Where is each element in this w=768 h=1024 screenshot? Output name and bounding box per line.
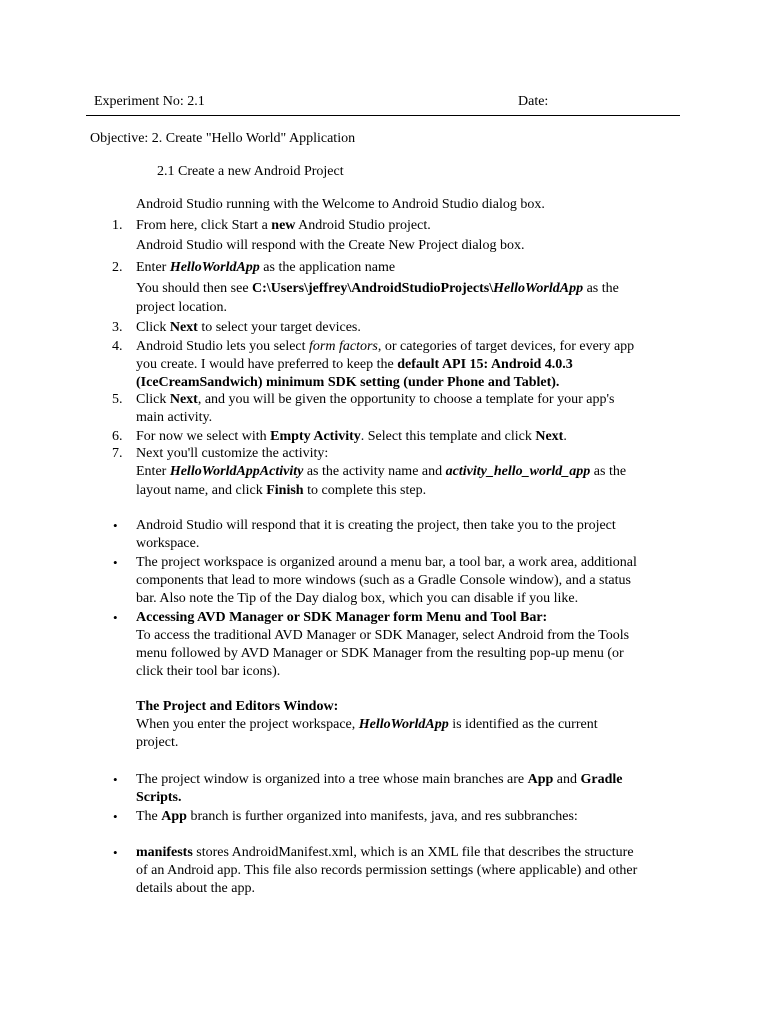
step-text-line3: (IceCreamSandwich) minimum SDK setting (under Phone and Tablet).	[136, 375, 560, 390]
step-text-line3: layout name, and click Finish to complete this step.	[136, 483, 427, 498]
bullet-text: manifests stores AndroidManifest.xml, which is an XML file that describes the structure	[136, 845, 634, 860]
bullet-text: The App branch is further organized into manifests, java, and res subbranches:	[136, 809, 578, 824]
objective: Objective: 2. Create "Hello World" Application	[90, 131, 356, 146]
bullet-text: The project window is organized into a tree whose main branches are App and Gradle	[136, 772, 623, 787]
step-text-line2: You should then see C:\Users\jeffrey\AndroidStudioProjects\HelloWorldApp as the	[136, 281, 619, 296]
bullet-text: To access the traditional AVD Manager or SDK Manager, select Android from the Tools	[136, 628, 630, 643]
section-title: 2.1 Create a new Android Project	[157, 164, 344, 179]
step-text-line3: project location.	[136, 300, 227, 315]
bullet-glyph: •	[113, 772, 118, 787]
step-text-line2: Android Studio will respond with the Create New Project dialog box.	[136, 238, 525, 253]
date-label: Date:	[518, 94, 549, 109]
section-text-line2: project.	[136, 735, 179, 750]
section-heading: The Project and Editors Window:	[136, 699, 339, 714]
step-number: 5.	[112, 392, 123, 407]
experiment-number: Experiment No: 2.1	[94, 94, 205, 109]
section-text: When you enter the project workspace, HelloWorldApp is identified as the current	[136, 717, 598, 732]
bullet-text: workspace.	[136, 536, 200, 551]
intro-text: Android Studio running with the Welcome to Android Studio dialog box.	[136, 197, 545, 212]
step-text: Click Next to select your target devices.	[136, 320, 361, 335]
bullet-glyph: •	[113, 555, 118, 570]
step-number: 2.	[112, 260, 123, 275]
step-text: From here, click Start a new Android Studio project.	[136, 218, 431, 233]
bullet-text: Android Studio will respond that it is creating the project, then take you to the project	[136, 518, 616, 533]
bullet-text: components that lead to more windows (such as a Gradle Console window), and a status	[136, 573, 631, 588]
bullet-text: Scripts.	[136, 790, 182, 805]
bullet-text: menu followed by AVD Manager or SDK Manager from the resulting pop-up menu (or	[136, 646, 624, 661]
step-number: 1.	[112, 218, 123, 233]
bullet-heading: Accessing AVD Manager or SDK Manager form Menu and Tool Bar:	[136, 610, 548, 625]
step-number: 4.	[112, 339, 123, 354]
bullet-glyph: •	[113, 845, 118, 860]
step-text: Next you'll customize the activity:	[136, 446, 329, 461]
step-number: 3.	[112, 320, 123, 335]
step-text: For now we select with Empty Activity. Select this template and click Next.	[136, 429, 567, 444]
bullet-text: The project workspace is organized around a menu bar, a tool bar, a work area, additional	[136, 555, 637, 570]
bullet-text: click their tool bar icons).	[136, 664, 281, 679]
bullet-glyph: •	[113, 518, 118, 533]
bullet-text: of an Android app. This file also records permission settings (where applicable) and other	[136, 863, 638, 878]
step-text: Enter HelloWorldApp as the application name	[136, 260, 396, 275]
bullet-glyph: •	[113, 809, 118, 824]
step-number: 7.	[112, 446, 123, 461]
step-number: 6.	[112, 429, 123, 444]
bullet-glyph: •	[113, 610, 118, 625]
step-text-line2: main activity.	[136, 410, 213, 425]
header-divider	[86, 115, 680, 116]
step-text: Click Next, and you will be given the opportunity to choose a template for your app's	[136, 392, 615, 407]
step-text-line2: Enter HelloWorldAppActivity as the activity name and activity_hello_world_app as the	[136, 464, 627, 479]
bullet-text: details about the app.	[136, 881, 255, 896]
step-text-line2: you create. I would have preferred to keep the default API 15: Android 4.0.3	[136, 357, 573, 372]
bullet-text: bar. Also note the Tip of the Day dialog box, which you can disable if you like.	[136, 591, 579, 606]
step-text: Android Studio lets you select form factors, or categories of target devices, for every app	[136, 339, 635, 354]
